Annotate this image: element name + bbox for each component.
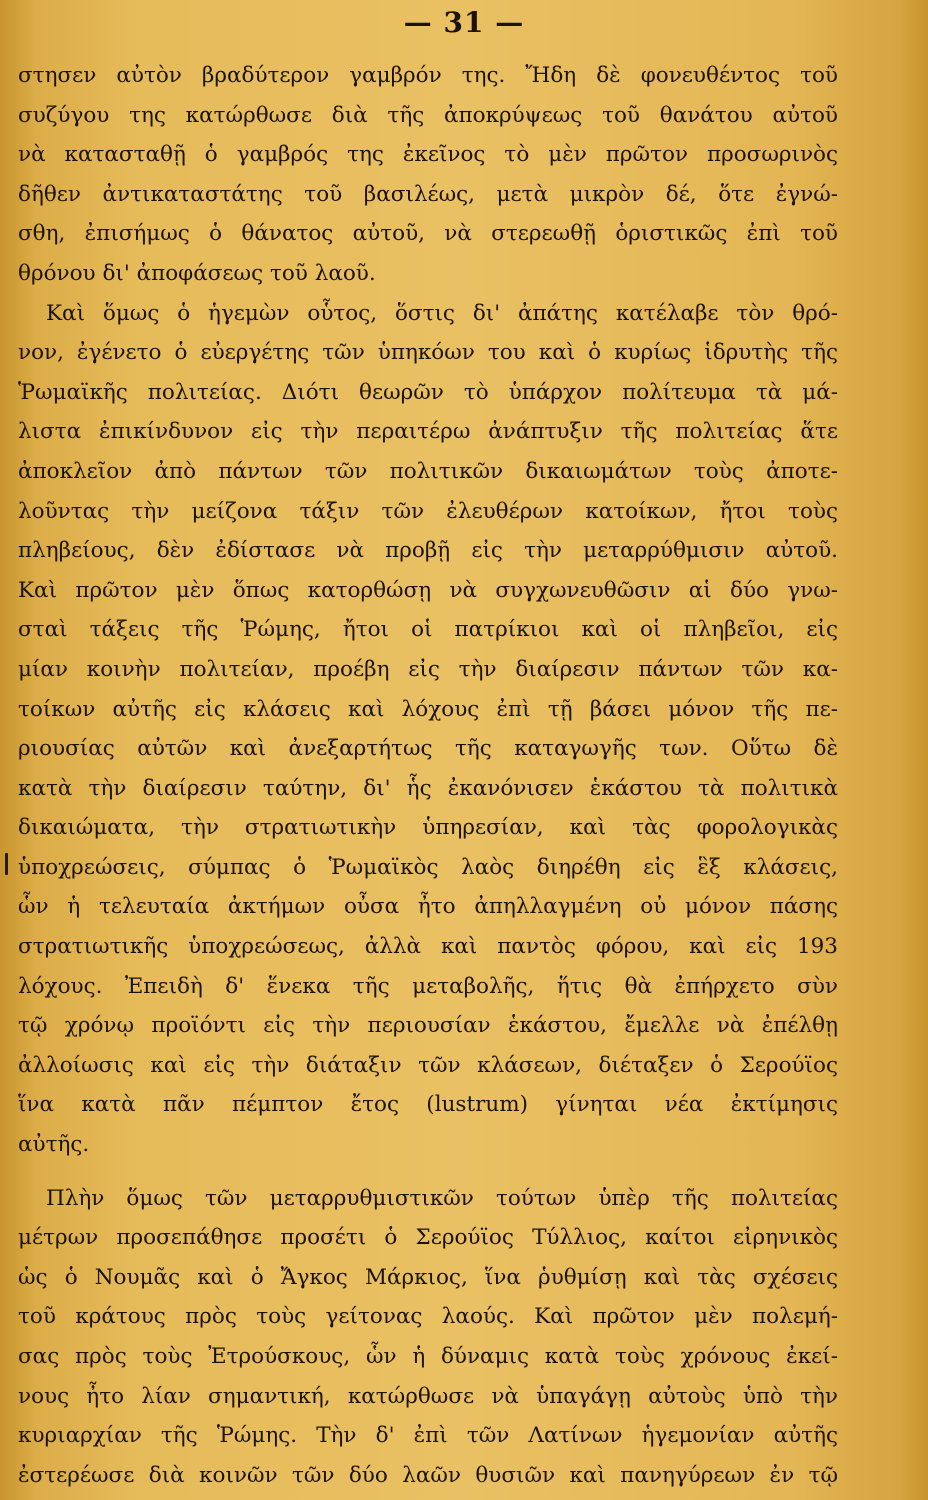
text-line: στησεν αὐτὸν βραδύτερον γαμβρόν της. Ἤδη δὲ φονευθέντος τοῦ — [18, 63, 838, 88]
text-line: μέτρων προσεπάθησε προσέτι ὁ Σερούϊος Τύλλιος, καίτοι εἰρηνικὸς — [18, 1225, 838, 1251]
text-line: σταὶ τάξεις τῆς Ῥώμης, ἤτοι οἱ πατρίκιοι καὶ οἱ πληβεῖοι, εἰς — [18, 617, 838, 643]
page-number: — 31 — — [403, 6, 525, 39]
text-line: ἀποκλεῖον ἀπὸ πάντων τῶν πολιτικῶν δικαιωμάτων τοὺς ἀποτε- — [18, 458, 838, 484]
page-body — [18, 56, 838, 1495]
text-line: ὧν ἡ τελευταία ἀκτήμων οὖσα ἦτο ἀπηλλαγμένη οὐ μόνον πάσης — [18, 894, 838, 920]
text-line: δῆθεν ἀντικαταστάτης τοῦ βασιλέως, μετὰ μικρὸν δέ, ὅτε ἐγνώ- — [18, 181, 838, 207]
text-line: τοίκων αὐτῆς εἰς κλάσεις καὶ λόχους ἐπὶ τῇ βάσει μόνον τῆς πε- — [18, 696, 838, 722]
text-line: θρόνου δι' ἀποφάσεως τοῦ λαοῦ. — [18, 260, 376, 286]
text-line: νον, ἐγένετο ὁ εὐεργέτης τῶν ὑπηκόων του καὶ ὁ κυρίως ἱδρυτὴς τῆς — [18, 340, 838, 366]
text-line: ἀλλοίωσις καὶ εἰς τὴν διάταξιν τῶν κλάσεων, διέταξεν ὁ Σερούϊος — [18, 1052, 838, 1078]
text-line: νὰ κατασταθῇ ὁ γαμβρός της ἐκεῖνος τὸ μὲν πρῶτον προσωρινὸς — [18, 142, 838, 168]
text-line: αὐτῆς. — [18, 1132, 90, 1158]
text-line: δικαιώματα, τὴν στρατιωτικὴν ὑπηρεσίαν, καὶ τὰς φορολογικὰς — [18, 815, 838, 841]
text-line: κατὰ τὴν διαίρεσιν ταύτην, δι' ἧς ἐκανόνισεν ἑκάστου τὰ πολιτικὰ — [18, 775, 838, 801]
text-line: λιστα ἐπικίνδυνον εἰς τὴν περαιτέρω ἀνάπτυξιν τῆς πολιτείας ἅτε — [18, 419, 838, 445]
text-line: τοῦ κράτους πρὸς τοὺς γείτονας λαούς. Καὶ πρῶτον μὲν πολεμή- — [18, 1304, 838, 1330]
text-line: Καὶ πρῶτον μὲν ὅπως κατορθώσῃ νὰ συγχωνευθῶσιν αἱ δύο γνω- — [18, 577, 838, 603]
text-line: ριουσίας αὐτῶν καὶ ἀνεξαρτήτως τῆς καταγωγῆς των. Οὕτω δὲ — [18, 736, 838, 762]
margin-mark — [5, 853, 8, 875]
text-line: λόχους. Ἐπειδὴ δ' ἕνεκα τῆς μεταβολῆς, ἥτις θὰ ἐπήρχετο σὺν — [18, 973, 838, 999]
text-line: ὑποχρεώσεις, σύμπας ὁ Ῥωμαϊκὸς λαὸς διηρέθη εἰς ἓξ κλάσεις, — [18, 854, 838, 880]
paragraph-gap — [18, 1165, 838, 1179]
text-line: κυριαρχίαν τῆς Ῥώμης. Τὴν δ' ἐπὶ τῶν Λατίνων ἡγεμονίαν αὐτῆς — [18, 1423, 838, 1449]
text-line: σας πρὸς τοὺς Ἐτρούσκους, ὧν ἡ δύναμις κατὰ τοὺς χρόνους ἐκεί- — [18, 1344, 838, 1369]
text-line: πληβείους, δὲν ἐδίστασε νὰ προβῇ εἰς τὴν μεταρρύθμισιν αὐτοῦ. — [18, 538, 838, 564]
text-line: ἐστερέωσε διὰ κοινῶν τῶν δύο λαῶν θυσιῶν καὶ πανηγύρεων ἐν τῷ — [18, 1462, 838, 1488]
text-line: ἵνα κατὰ πᾶν πέμπτον ἔτος (lustrum) γίνηται νέα ἐκτίμησις — [18, 1092, 838, 1118]
text-line: σθη, ἐπισήμως ὁ θάνατος αὐτοῦ, νὰ στερεωθῇ ὁριστικῶς ἐπὶ τοῦ — [18, 221, 838, 247]
text-line: μίαν κοινὴν πολιτείαν, προέβη εἰς τὴν διαίρεσιν πάντων τῶν κα- — [18, 656, 838, 682]
text-line: νους ἦτο λίαν σημαντική, κατώρθωσε νὰ ὑπαγάγῃ αὐτοὺς ὑπὸ τὴν — [18, 1383, 838, 1409]
text-line: Καὶ ὅμως ὁ ἡγεμὼν οὗτος, ὅστις δι' ἀπάτης κατέλαβε τὸν θρό- — [46, 300, 838, 326]
text-line: Ῥωμαϊκῆς πολιτείας. Διότι θεωρῶν τὸ ὑπάρχον πολίτευμα τὰ μά- — [18, 379, 838, 405]
text-line: συζύγου της κατώρθωσε διὰ τῆς ἀποκρύψεως τοῦ θανάτου αὐτοῦ — [18, 102, 838, 128]
text-line: λοῦντας τὴν μείζονα τάξιν τῶν ἐλευθέρων κατοίκων, ἤτοι τοὺς — [18, 498, 838, 524]
text-line: τῷ χρόνῳ προϊόντι εἰς τὴν περιουσίαν ἑκάστου, ἔμελλε νὰ ἐπέλθῃ — [18, 1013, 838, 1039]
text-line: στρατιωτικῆς ὑποχρεώσεως, ἀλλὰ καὶ παντὸς φόρου, καὶ εἰς 193 — [18, 934, 838, 960]
text-line: Πλὴν ὅμως τῶν μεταρρυθμιστικῶν τούτων ὑπὲρ τῆς πολιτείας — [46, 1185, 838, 1211]
text-line: ὡς ὁ Νουμᾶς καὶ ὁ Ἄγκος Μάρκιος, ἵνα ῥυθμίσῃ καὶ τὰς σχέσεις — [18, 1264, 838, 1290]
